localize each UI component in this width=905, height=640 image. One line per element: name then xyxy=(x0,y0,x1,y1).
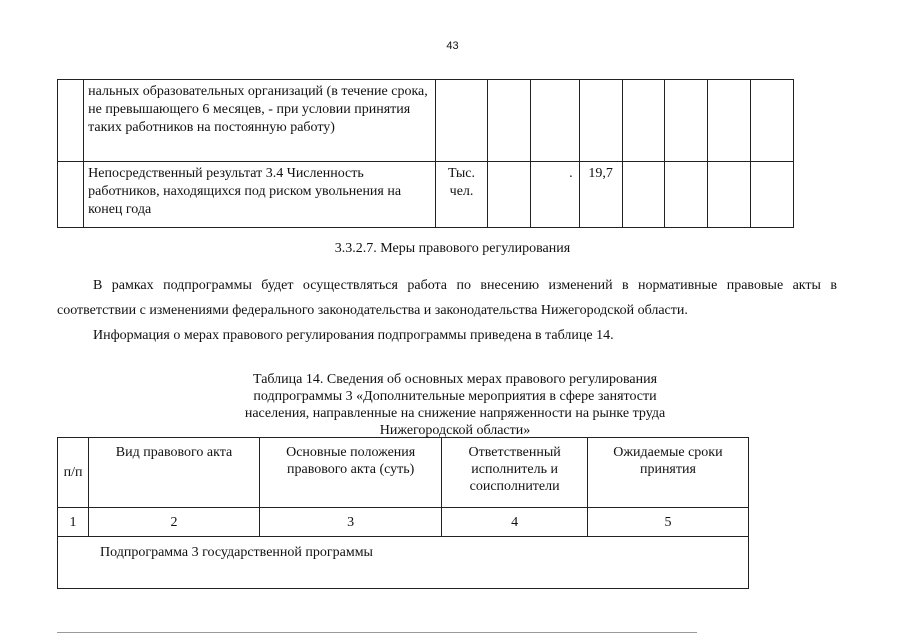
indicator-text-cell: нальных образовательных организаций (в течение срока, не превышающего 6 месяцев, - при условии принятия таких работников на постоянную работу) xyxy=(84,80,436,162)
column-header: Ответственный исполнитель и соисполнители xyxy=(442,438,588,508)
column-number: 3 xyxy=(259,508,441,537)
column-number: 1 xyxy=(58,508,89,537)
subprogram-cell: Подпрограмма 3 государственной программы xyxy=(58,537,749,589)
table-caption: Таблица 14. Сведения об основных мерах правового регулирования подпрограммы 3 «Дополнительные мероприятия в сфере занятости населения, направленные на снижение напряженности на рынке труда Нижегородской области» xyxy=(244,372,666,438)
column-header: Основные положения правового акта (суть) xyxy=(259,438,441,508)
value-cell: 19,7 xyxy=(579,162,622,228)
page-number: 43 xyxy=(446,40,459,52)
unit-cell: Тыс. чел. xyxy=(436,162,487,228)
divider xyxy=(57,632,697,633)
column-header: п/п xyxy=(58,438,89,508)
paragraph: Информация о мерах правового регулирования подпрограммы приведена в таблице 14. xyxy=(93,328,614,343)
paragraph: В рамках подпрограммы будет осуществляться работа по внесению изменений в нормативные правовые акты в соответствии с изменениями федерального законодательства и законодательства Нижегородской области. xyxy=(57,278,837,318)
table-row xyxy=(58,162,794,228)
section-heading: 3.3.2.7. Меры правового регулирования xyxy=(334,241,571,256)
table-row xyxy=(58,537,749,589)
column-header: Вид правового акта xyxy=(89,438,260,508)
column-number: 5 xyxy=(587,508,748,537)
column-number: 4 xyxy=(442,508,588,537)
table-row xyxy=(58,508,749,537)
legal-measures-table xyxy=(57,437,749,589)
table-row xyxy=(58,80,794,162)
column-header: Ожидаемые сроки принятия xyxy=(587,438,748,508)
table-header-row xyxy=(58,438,749,508)
column-number: 2 xyxy=(89,508,260,537)
mark-cell: . xyxy=(530,162,579,228)
indicator-name-cell: Непосредственный результат 3.4 Численность работников, находящихся под риском увольнения на конец года xyxy=(84,162,436,228)
indicators-table xyxy=(57,79,794,228)
